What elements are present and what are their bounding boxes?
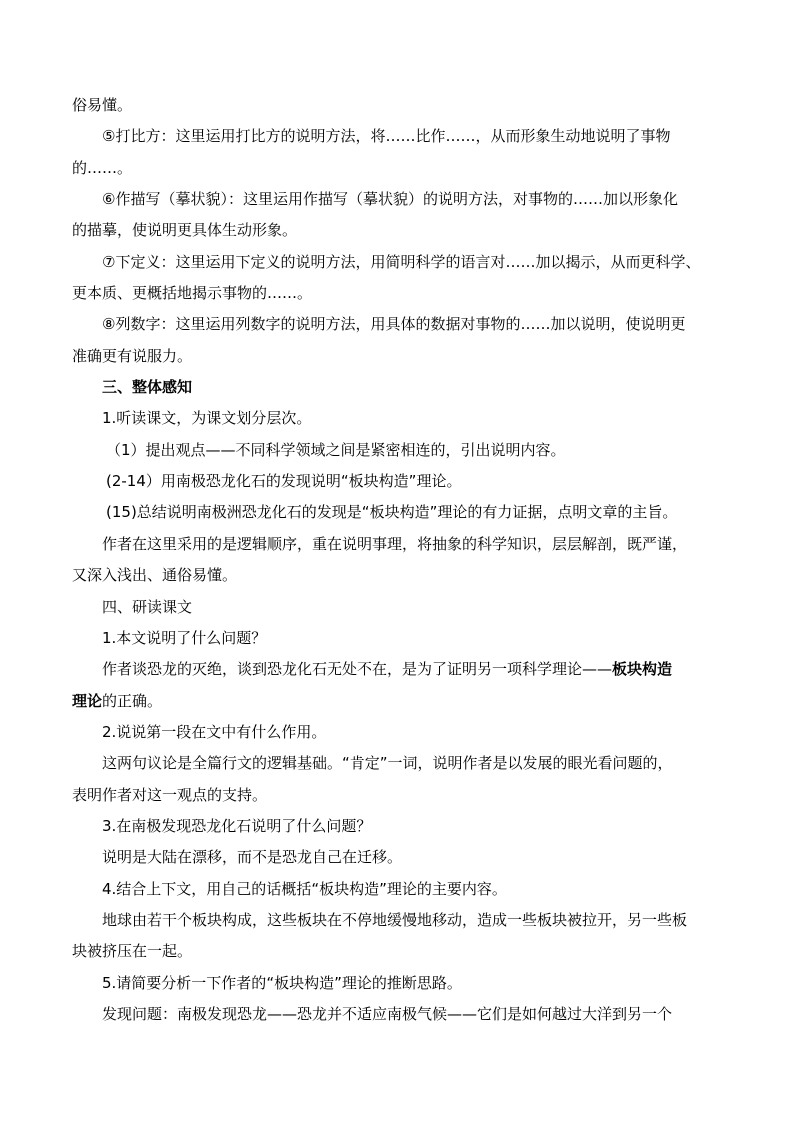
text-segment: 作者谈恐龙的灭绝，谈到恐龙化石无处不在，是为了证明另一项科学理论—— xyxy=(102,660,613,679)
text-line xyxy=(72,529,728,560)
text-line xyxy=(72,748,728,779)
text-line xyxy=(72,560,728,591)
text-segment: 更本质、更概括地揭示事物的……。 xyxy=(72,284,313,303)
text-segment: 发现问题：南极发现恐龙——恐龙并不适应南极气候——它们是如何越过大洋到另一个 xyxy=(102,1004,673,1023)
bold-text: 板块构造 xyxy=(612,660,673,679)
text-line xyxy=(72,686,728,717)
text-line xyxy=(72,780,728,811)
text-line xyxy=(72,968,728,999)
text-segment: ⑤打比方：这里运用打比方的说明方法，将……比作……，从而形象生动地说明了事物 xyxy=(102,127,671,146)
text-line xyxy=(72,999,728,1030)
text-line xyxy=(72,811,728,842)
text-line xyxy=(72,121,728,152)
text-segment: 这两句议论是全篇行文的逻辑基础。“肯定”一词，说明作者是以发展的眼光看问题的， xyxy=(102,754,673,773)
text-line xyxy=(72,153,728,184)
text-segment: 俗易懂。 xyxy=(72,96,133,114)
text-line xyxy=(72,90,728,121)
text-segment: （1）提出观点——不同科学领域之间是紧密相连的，引出说明内容。 xyxy=(106,440,566,459)
text-segment: 准确更有说服力。 xyxy=(72,346,193,365)
text-line xyxy=(72,654,728,685)
text-segment: 2.说说第一段在文中有什么作用。 xyxy=(102,722,327,741)
text-line xyxy=(72,403,728,434)
text-segment: 表明作者对这一观点的支持。 xyxy=(72,785,268,804)
text-segment: 的正确。 xyxy=(102,691,163,710)
bold-text: 理论 xyxy=(72,691,103,710)
text-segment: (15)总结说明南极洲恐龙化石的发现是“板块构造”理论的有力证据，点明文章的主旨。 xyxy=(106,503,678,522)
text-segment: 的……。 xyxy=(72,158,133,177)
text-line xyxy=(72,592,728,623)
text-line xyxy=(72,309,728,340)
text-line xyxy=(72,341,728,372)
text-segment: 块被挤压在一起。 xyxy=(72,942,193,961)
text-segment: (2-14）用南极恐龙化石的发现说明“板块构造”理论。 xyxy=(106,472,462,491)
text-line xyxy=(72,497,728,528)
text-segment: 的描摹，使说明更具体生动形象。 xyxy=(72,221,298,240)
text-segment: 3.在南极发现恐龙化石说明了什么问题？ xyxy=(102,816,372,835)
text-segment: 地球由若干个板块构成，这些板块在不停地缓慢地移动，造成一些板块被拉开，另一些板 xyxy=(102,910,688,929)
text-line xyxy=(72,278,728,309)
text-segment: 四、研读课文 xyxy=(102,597,193,616)
text-line xyxy=(72,184,728,215)
text-segment: 5.请简要分析一下作者的“板块构造”理论的推断思路。 xyxy=(102,973,462,992)
text-segment: ⑦下定义：这里运用下定义的说明方法，用简明科学的语言对……加以揭示，从而更科学、 xyxy=(102,252,701,271)
text-segment: 作者在这里采用的是逻辑顺序，重在说明事理，将抽象的科学知识，层层解剖，既严谨， xyxy=(102,534,688,553)
bold-text: 三、整体感知 xyxy=(102,378,193,397)
text-line xyxy=(72,936,728,967)
text-segment: ⑧列数字：这里运用列数字的说明方法，用具体的数据对事物的……加以说明，使说明更 xyxy=(102,315,686,334)
text-line xyxy=(72,215,728,246)
text-segment: 1.听读课文，为课文划分层次。 xyxy=(102,409,312,428)
text-line xyxy=(72,623,728,654)
text-segment: 又深入浅出、通俗易懂。 xyxy=(72,566,238,585)
text-line xyxy=(72,372,728,403)
text-line xyxy=(72,466,728,497)
text-segment: 1.本文说明了什么问题？ xyxy=(102,628,267,647)
text-line xyxy=(72,874,728,905)
text-line xyxy=(72,717,728,748)
text-line xyxy=(72,842,728,873)
text-segment: 4.结合上下文，用自己的话概括“板块构造”理论的主要内容。 xyxy=(102,879,507,898)
text-line xyxy=(72,905,728,936)
document-body xyxy=(72,90,728,1030)
text-segment: ⑥作描写（摹状貌）：这里运用作描写（摹状貌）的说明方法，对事物的……加以形象化 xyxy=(102,190,678,209)
text-line xyxy=(72,247,728,278)
text-line xyxy=(72,435,728,466)
text-segment: 说明是大陆在漂移，而不是恐龙自己在迁移。 xyxy=(102,848,403,867)
